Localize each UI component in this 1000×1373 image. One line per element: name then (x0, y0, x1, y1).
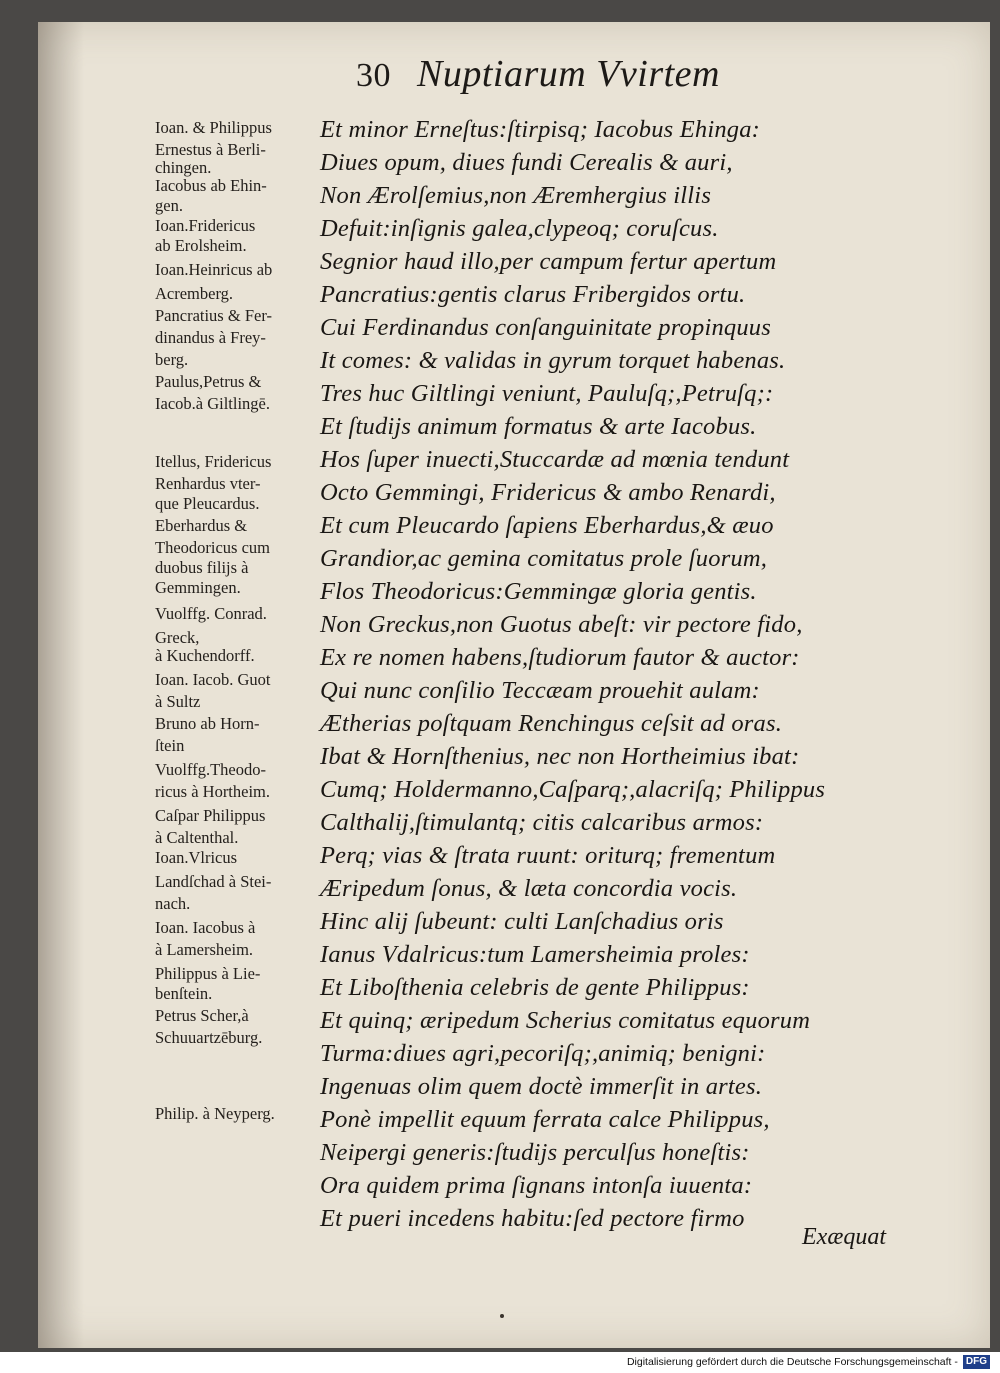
margin-note: à Sultz (155, 692, 201, 711)
margin-note: que Pleucardus. (155, 494, 260, 513)
verse-line: Et quinq; æripedum Scherius comitatus equorum (320, 1007, 811, 1034)
verse-line: Ponè impellit equum ferrata calce Philippus, (320, 1106, 770, 1133)
margin-note: Philip. à Neyperg. (155, 1104, 275, 1123)
verse-line: Cumq; Holdermanno,Caſparq;,alacriſq; Philippus (320, 776, 826, 803)
margin-note: Paulus,Petrus & (155, 372, 262, 391)
running-header (356, 52, 720, 96)
verse-line: Calthalij,ſtimulantq; citis calcaribus armos: (320, 809, 764, 836)
book-page (38, 22, 990, 1348)
verse-line: Turma:diues agri,pecoriſq;,animiq; benigni: (320, 1040, 766, 1067)
margin-note: nach. (155, 894, 191, 913)
verse-line: Hinc alij ſubeunt: culti Lanſchadius oris (320, 908, 724, 935)
page-gutter-shadow (38, 22, 84, 1348)
margin-note: à Kuchendorff. (155, 646, 255, 665)
verse-line: Cui Ferdinandus conſanguinitate propinquus (320, 314, 771, 341)
margin-note: Caſpar Philippus (155, 806, 266, 825)
margin-note: Acremberg. (155, 284, 234, 303)
margin-note: Ioan. & Philippus (155, 118, 272, 137)
footer-credit (627, 1354, 990, 1370)
verse-line: Tres huc Giltlingi veniunt, Pauluſq;,Petruſq;: (320, 380, 774, 407)
margin-note: Landſchad à Stei- (155, 872, 272, 891)
verse-line: Ingenuas olim quem doctè immerſit in artes. (320, 1073, 763, 1100)
verse-line: Pancratius:gentis clarus Fribergidos ortu. (320, 281, 746, 308)
margin-note: duobus filijs à (155, 558, 249, 577)
margin-note: Theodoricus cum (155, 538, 271, 557)
margin-note: à Caltenthal. (155, 828, 239, 847)
margin-note: Petrus Scher,à (155, 1006, 249, 1025)
margin-note: Philippus à Lie- (155, 964, 261, 983)
margin-note: benſtein. (155, 984, 213, 1003)
verse-line: Hos ſuper inuecti,Stuccardæ ad mœnia tendunt (320, 446, 790, 473)
verse-line: Et pueri incedens habitu:ſed pectore firmo (320, 1205, 745, 1232)
margin-note: ab Erolsheim. (155, 236, 247, 255)
verse-line: Ætherias poſtquam Renchingus ceſsit ad oras. (320, 710, 783, 737)
margin-note: Greck, (155, 628, 200, 647)
verse-line: Defuit:inſignis galea,clypeoq; coruſcus. (320, 215, 719, 242)
catchword: Exæquat (802, 1224, 886, 1250)
margin-note: à Lamersheim. (155, 940, 254, 959)
verse-line: Ibat & Hornſthenius, nec non Hortheimius ibat: (320, 743, 800, 770)
verse-line: Non Greckus,non Guotus abeſt: vir pectore fido, (320, 611, 803, 638)
margin-note: Gemmingen. (155, 578, 241, 597)
verse-line: It comes: & validas in gyrum torquet habenas. (320, 347, 786, 374)
verse-line: Ora quidem prima ſignans intonſa iuuenta: (320, 1172, 753, 1199)
margin-note: Vuolffg. Conrad. (155, 604, 267, 623)
margin-note: Iacob.à Giltlingē. (155, 394, 271, 413)
margin-note: Eberhardus & (155, 516, 248, 535)
margin-note: Vuolffg.Theodo- (155, 760, 266, 779)
verse-line: Segnior haud illo,per campum fertur apertum (320, 248, 777, 275)
margin-note: Ioan. Iacob. Guot (155, 670, 271, 689)
margin-note: Bruno ab Horn- (155, 714, 260, 733)
margin-note: berg. (155, 350, 189, 369)
margin-note: ſtein (155, 736, 185, 755)
verse-line: Et minor Erneſtus:ſtirpisq; Iacobus Ehinga: (320, 116, 761, 143)
footer-text: Digitalisierung gefördert durch die Deutsche Forschungsgemeinschaft - (626, 1356, 958, 1368)
running-title: Nuptiarum Vvirtem (417, 53, 720, 95)
margin-note: gen. (155, 196, 183, 215)
verse-line: Ex re nomen habens,ſtudiorum fautor & auctor: (320, 644, 800, 671)
verse-line: Neipergi generis:ſtudijs perculſus honeſtis: (320, 1139, 750, 1166)
margin-note: Pancratius & Fer- (155, 306, 272, 325)
verse-line: Qui nunc conſilio Teccæam prouehit aulam: (320, 677, 760, 704)
verse-line: Ianus Vdalricus:tum Lamersheimia proles: (320, 941, 750, 968)
margin-note: Ioan.Heinricus ab (155, 260, 273, 279)
margin-note: chingen. (155, 158, 212, 177)
ink-dot (500, 1314, 504, 1318)
verse-line: Et ſtudijs animum formatus & arte Iacobus. (320, 413, 757, 440)
verse-line: Perq; vias & ſtrata ruunt: oriturq; frementum (320, 842, 776, 869)
margin-note: Itellus, Fridericus (155, 452, 272, 471)
margin-note: Ioan.Fridericus (155, 216, 256, 235)
dfg-logo-icon: DFG (963, 1355, 990, 1369)
margin-note: Schuuartzēburg. (155, 1028, 263, 1047)
margin-note: ricus à Hortheim. (155, 782, 271, 801)
verse-line: Non Ærolſemius,non Æremhergius illis (320, 182, 712, 209)
verse-line: Æripedum ſonus, & læta concordia vocis. (320, 875, 738, 902)
verse-line: Et cum Pleucardo ſapiens Eberhardus,& æuo (320, 512, 774, 539)
margin-note: Renhardus vter- (155, 474, 261, 493)
margin-note: Ernestus à Berli- (155, 140, 266, 159)
verse-line: Flos Theodoricus:Gemmingæ gloria gentis. (320, 578, 757, 605)
verse-line: Octo Gemmingi, Fridericus & ambo Renardi, (320, 479, 776, 506)
verse-line: Grandior,ac gemina comitatus prole ſuorum, (320, 545, 768, 572)
margin-note: Ioan. Iacobus à (155, 918, 256, 937)
verse-line: Diues opum, diues fundi Cerealis & auri, (320, 149, 733, 176)
verse-line: Et Liboſthenia celebris de gente Philippus: (320, 974, 750, 1001)
margin-note: Ioan.Vlricus (155, 848, 238, 867)
margin-note: dinandus à Frey- (155, 328, 266, 347)
page-number: 30 (356, 57, 391, 94)
margin-note: Iacobus ab Ehin- (155, 176, 267, 195)
